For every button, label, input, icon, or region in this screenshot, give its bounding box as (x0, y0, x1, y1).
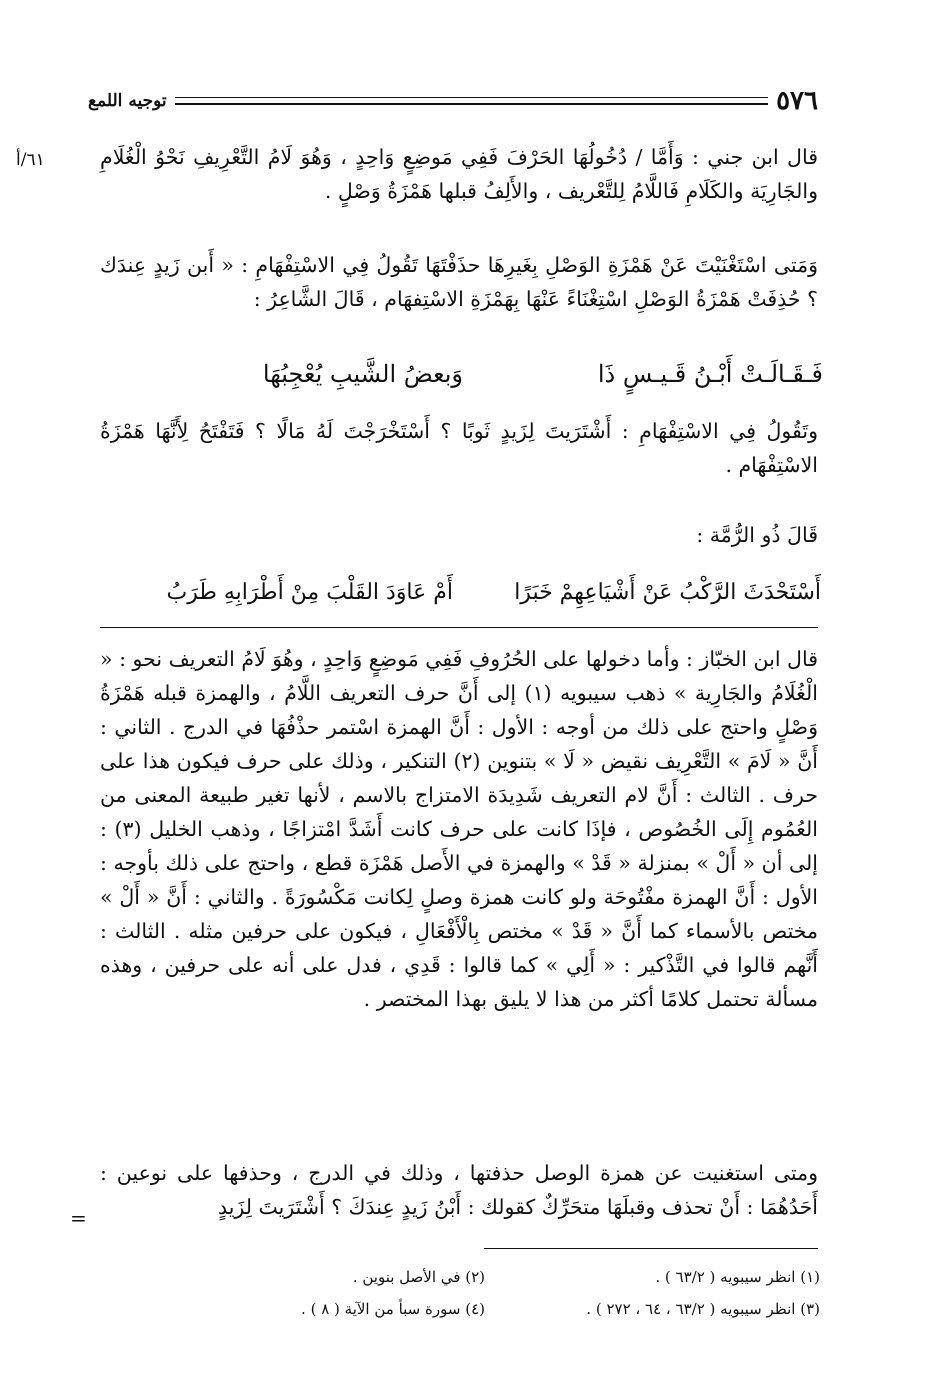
page-number: ٥٧٦ (776, 86, 818, 116)
footnote-number: (٤) (465, 1300, 485, 1318)
footnote-3 (485, 1298, 820, 1320)
verse-2-second-hemistich: أَمْ عَاوَدَ القَلْبَ مِنْ أَطْرَابِهِ طَرَبُ (166, 580, 453, 605)
section-separator (100, 627, 818, 628)
commentary-paragraph-2: ومتى استغنيت عن همزة الوصل حذفتها ، وذلك في الدرج ، وحذفها على نوعين : أَحَدُهُمَا : أَنْ تحذف وقبلَهَا متحَرِّكٌ كقولك : أَبْنُ زَيدٍ عِندَكَ ؟ أَشْتَرَيتَ لِزَيدٍ (100, 1161, 818, 1219)
book-title: توجيه اللمع (88, 91, 167, 111)
footnote-text: سورة سبأ من الآية ( ٨ ) . (301, 1300, 461, 1318)
verse-1-first-hemistich: فَـقَـالَـتْ أَبْـنُ قَـيـسٍ ذَا (597, 360, 823, 388)
manuscript-folio-note: ٦١/أ (16, 150, 45, 170)
ibn-jinni-paragraph-1: قال ابن جني : وَأَمَّا / دُخُولُهَا الحَرْفَ فَفِي مَوضِعٍ وَاحِدٍ ، وَهُوَ لَامُ التَّعْرِيفِ نَحْوُ الْغُلَامِ والجَارِيَة والكَلَامِ فَاللَّامُ لِلتَّعْريف ، والأَلِفُ قبلها هَمْزَةُ وَصْلٍ . (100, 145, 818, 203)
footnote-row-1 (200, 1266, 820, 1288)
page-header (88, 84, 818, 118)
ibn-jinni-paragraph-3: وتَقُولُ فِي الاسْتِفْهَامِ : أَشْتَرَيتَ لِزَيدٍ ثَوبًا ؟ أَسْتَخْرَجْتَ لَهُ مَالًا ؟ فَتَفْتَحُ لِأَنَّهَا هَمْزَةُ الاسْتِفْهَام . (100, 419, 818, 477)
header-rule (175, 97, 769, 105)
footnote-text: في الأصل بنوين . (352, 1268, 461, 1286)
footnote-separator (484, 1248, 818, 1249)
verse-1-second-hemistich: وَبعضُ الشَّيبِ يُعْجِبُهَا (262, 360, 463, 388)
footnote-row-2 (200, 1298, 820, 1320)
ibn-jinni-paragraph-4: قَالَ ذُو الرُّمَّة : (696, 523, 818, 547)
footnote-number: (٢) (465, 1268, 485, 1286)
footnote-number: (٣) (800, 1300, 820, 1318)
footnote-4 (301, 1298, 485, 1320)
ibn-al-khabbaz-commentary: قال ابن الخبّاز : وأما دخولها على الحُرُوفِ فَفِي مَوضِعٍ وَاحِدٍ ، وهُوَ لَامُ التعريف نحو : « الْغُلَامُ والجَارِية » ذهب سيبويه (١) إلى أَنَّ حرف التعريف اللَّامُ ، والهمزة قبله هَمْزَةُ وَصْلٍ واحتج على ذلك من أوجه : الأول : أَنَّ الهمزة اسْتمر حذْفُهَا في الدرج . الثاني : أَنَّ « لَامَ » التَّعْرِيف نقيض « لَا » بتنوين (٢) التنكير ، وذلك على حرف فيكون هذا على حرف . الثالث : أَنَّ لام التعريف شَدِيدَة الامتزاج بالاسم ، لأنها تغير طبيعة المعنى من العُمُوم إِلَى الخُصُوص ، فإذَا كانت على حرف كانت أَشَدَّ امْتزاجًا ، وذهب الخليل (٣) : إلى أن « أَلْ » بمنزلة « قَدْ » والهمزة في الأَصل هَمْزَة قطع ، واحتج على ذلك بأوجه : الأول : أَنَّ الهمزة مفْتُوحَة ولو كانت همزة وصلٍ لِكانت مَكْسُورَةً . والثاني : أَنَّ « أَلْ » مختص بالأسماء كما أَنَّ « قَدْ » مختص بِالْأَفْعَالِ ، فيكون على حرفين مثله . الثالث : أَنَّهم قالوا في التَّذْكير : « أَلِي » كما قالوا : قَدِي ، فدل على أنه على حرفين ، وهذه مسألة تحتمل كلامًا أكثر من هذا لا يليق بهذا المختصر . (100, 647, 819, 1011)
footnote-number: (١) (800, 1268, 820, 1286)
footnote-1 (485, 1266, 820, 1288)
footnote-text: انظر سيبويه ( ٦٣/٢ ، ٦٤ ، ٢٧٢ ) . (586, 1300, 796, 1318)
ibn-jinni-paragraph-2: وَمَتى اسْتَغْنَيْتَ عَنْ هَمْزَةِ الوَصْلِ بِغَيرِهَا حذَفْتَهَا تَقُولُ فِي الاسْتِفْهَامِ : « أَبن زَيدٍ عِندَك ؟ حُذِفَتْ هَمْزَةُ الوَصْلِ اسْتِغْنَاءً عَنْهَا بِهَمْزَةِ الاسْتِفهَام ، قَالَ الشَّاعِرُ : (100, 253, 818, 311)
verse-2-first-hemistich: أَسْتَحْدَثَ الرَّكْبُ عَنْ أَشْيَاعِهِمْ خَبَرًا (514, 580, 821, 605)
footnote-2 (353, 1266, 485, 1288)
continuation-mark: = (70, 1206, 87, 1230)
footnote-text: انظر سيبويه ( ٦٣/٢ ) . (655, 1268, 796, 1286)
